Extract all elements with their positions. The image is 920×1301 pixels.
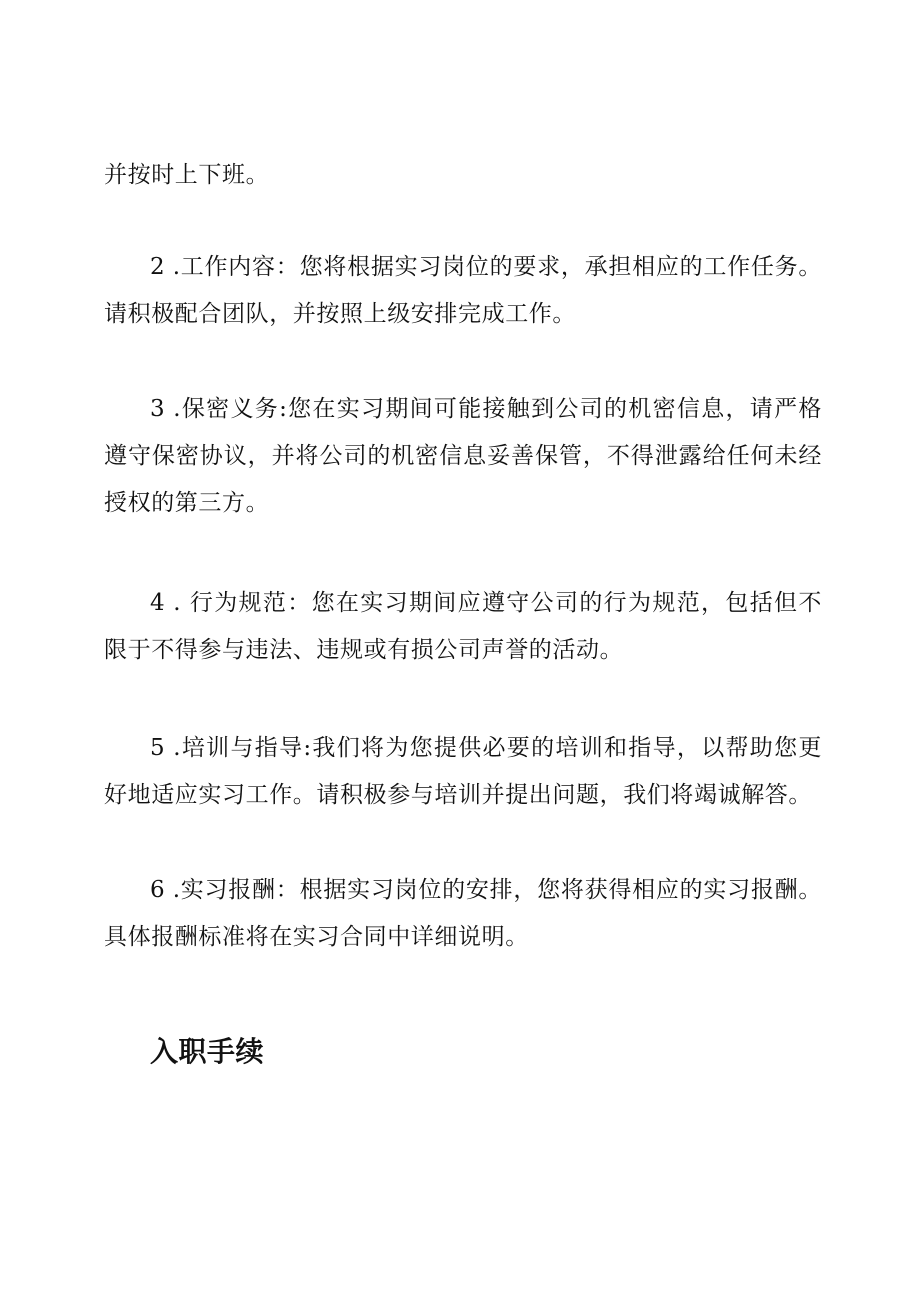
item-number: 6 [150, 877, 165, 903]
section-heading: 入职手续 [150, 1035, 265, 1068]
item-2 [104, 244, 822, 338]
continuation-body: 并按时上下班。 [104, 162, 270, 188]
item-title: .工作内容： [172, 254, 300, 280]
item-number: 4 [150, 590, 165, 616]
item-3 [104, 386, 822, 527]
item-title: .保密义务: [173, 396, 288, 422]
item-number: 5 [150, 735, 165, 761]
item-body: 您在实习期间应遵守公司的行为规范，包括但不限于不得参与违法、违规或有损公司声誉的活动。 [104, 590, 822, 663]
item-title: . 行为规范： [173, 590, 312, 616]
item-6 [104, 867, 822, 961]
item-4 [104, 580, 822, 674]
item-body: 您在实习期间可能接触到公司的机密信息，请严格遵守保密协议，并将公司的机密信息妥善保管，不得泄露给任何未经授权的第三方。 [104, 396, 822, 516]
item-body: 我们将为您提供必要的培训和指导，以帮助您更好地适应实习工作。请积极参与培训并提出问题，我们将竭诚解答。 [104, 735, 822, 808]
item-title: .实习报酬： [172, 877, 300, 903]
item-body: 根据实习岗位的安排，您将获得相应的实习报酬。具体报酬标准将在实习合同中详细说明。 [104, 877, 822, 950]
continuation-text [104, 152, 822, 199]
item-number: 2 [150, 254, 165, 280]
item-number: 3 [150, 396, 165, 422]
item-body: 您将根据实习岗位的要求，承担相应的工作任务。请积极配合团队，并按照上级安排完成工作。 [104, 254, 822, 327]
item-title: .培训与指导: [173, 735, 312, 761]
item-5 [104, 725, 822, 819]
